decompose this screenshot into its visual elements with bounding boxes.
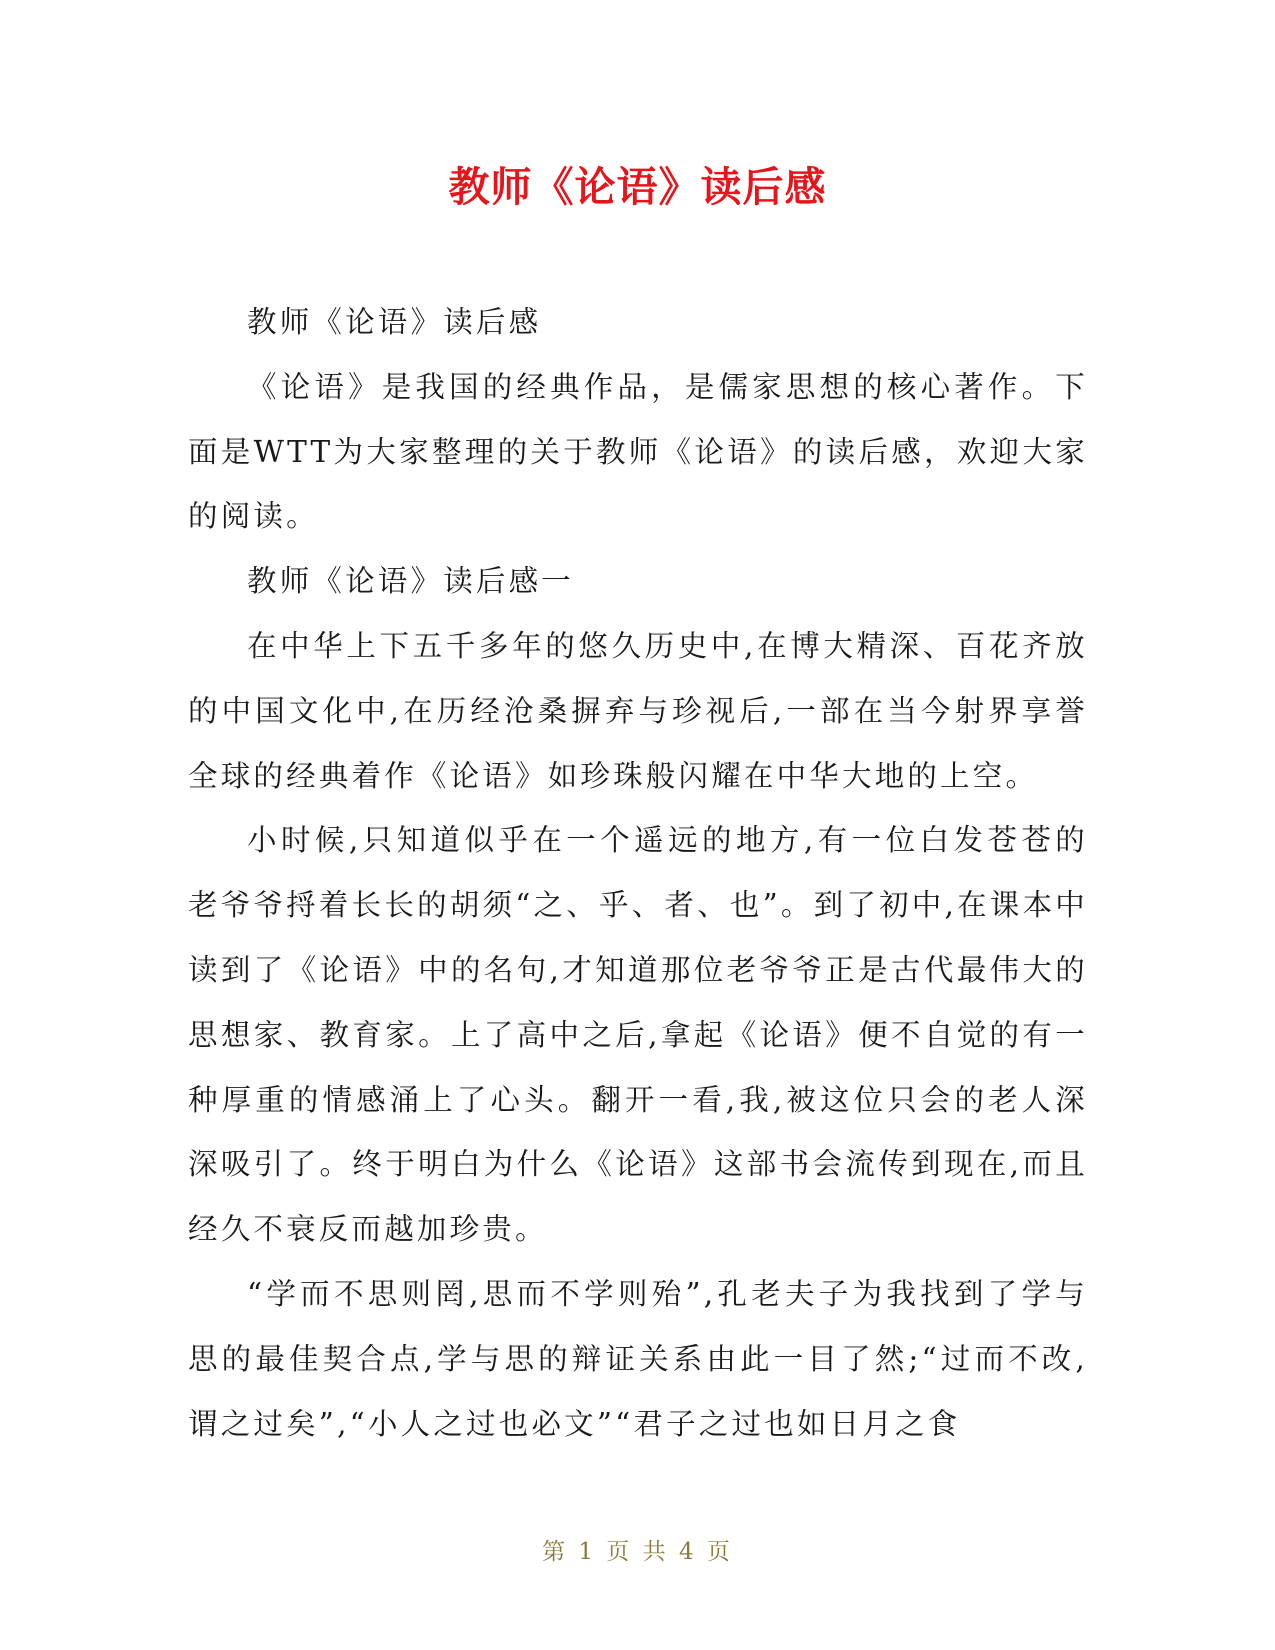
paragraph: 教师《论语》读后感一 <box>247 564 575 599</box>
paragraph: “学而不思则罔,思而不学则殆”,孔老夫子为我找到了学与思的最佳契合点,学与思的辩证关系由此一目了然;“过而不改,谓之过矣”,“小人之过也必文”“君子之过也如日月之食 <box>188 1276 1088 1441</box>
paragraph: 小时候,只知道似乎在一个遥远的地方,有一位白发苍苍的老爷爷捋着长长的胡须“之、乎、者、也”。到了初中,在课本中读到了《论语》中的名句,才知道那位老爷爷正是古代最伟大的思想家、教育家。上了高中之后,拿起《论语》便不自觉的有一种厚重的情感涌上了心头。翻开一看,我,被这位只会的老人深深吸引了。终于明白为什么《论语》这部书会流传到现在,而且经久不衰反而越加珍贵。 <box>188 823 1088 1247</box>
document-body <box>188 290 1088 1456</box>
paragraph: 在中华上下五千多年的悠久历史中,在博大精深、百花齐放的中国文化中,在历经沧桑摒弃与珍视后,一部在当今射界享誉全球的经典着作《论语》如珍珠般闪耀在中华大地的上空。 <box>188 628 1088 793</box>
paragraph: 《论语》是我国的经典作品，是儒家思想的核心著作。下面是WTT为大家整理的关于教师《论语》的读后感，欢迎大家的阅读。 <box>188 369 1088 534</box>
paragraph: 教师《论语》读后感 <box>247 305 542 339</box>
document-title: 教师《论语》读后感 <box>448 163 827 211</box>
page-number-footer: 第 1 页 共 4 页 <box>542 1539 733 1565</box>
